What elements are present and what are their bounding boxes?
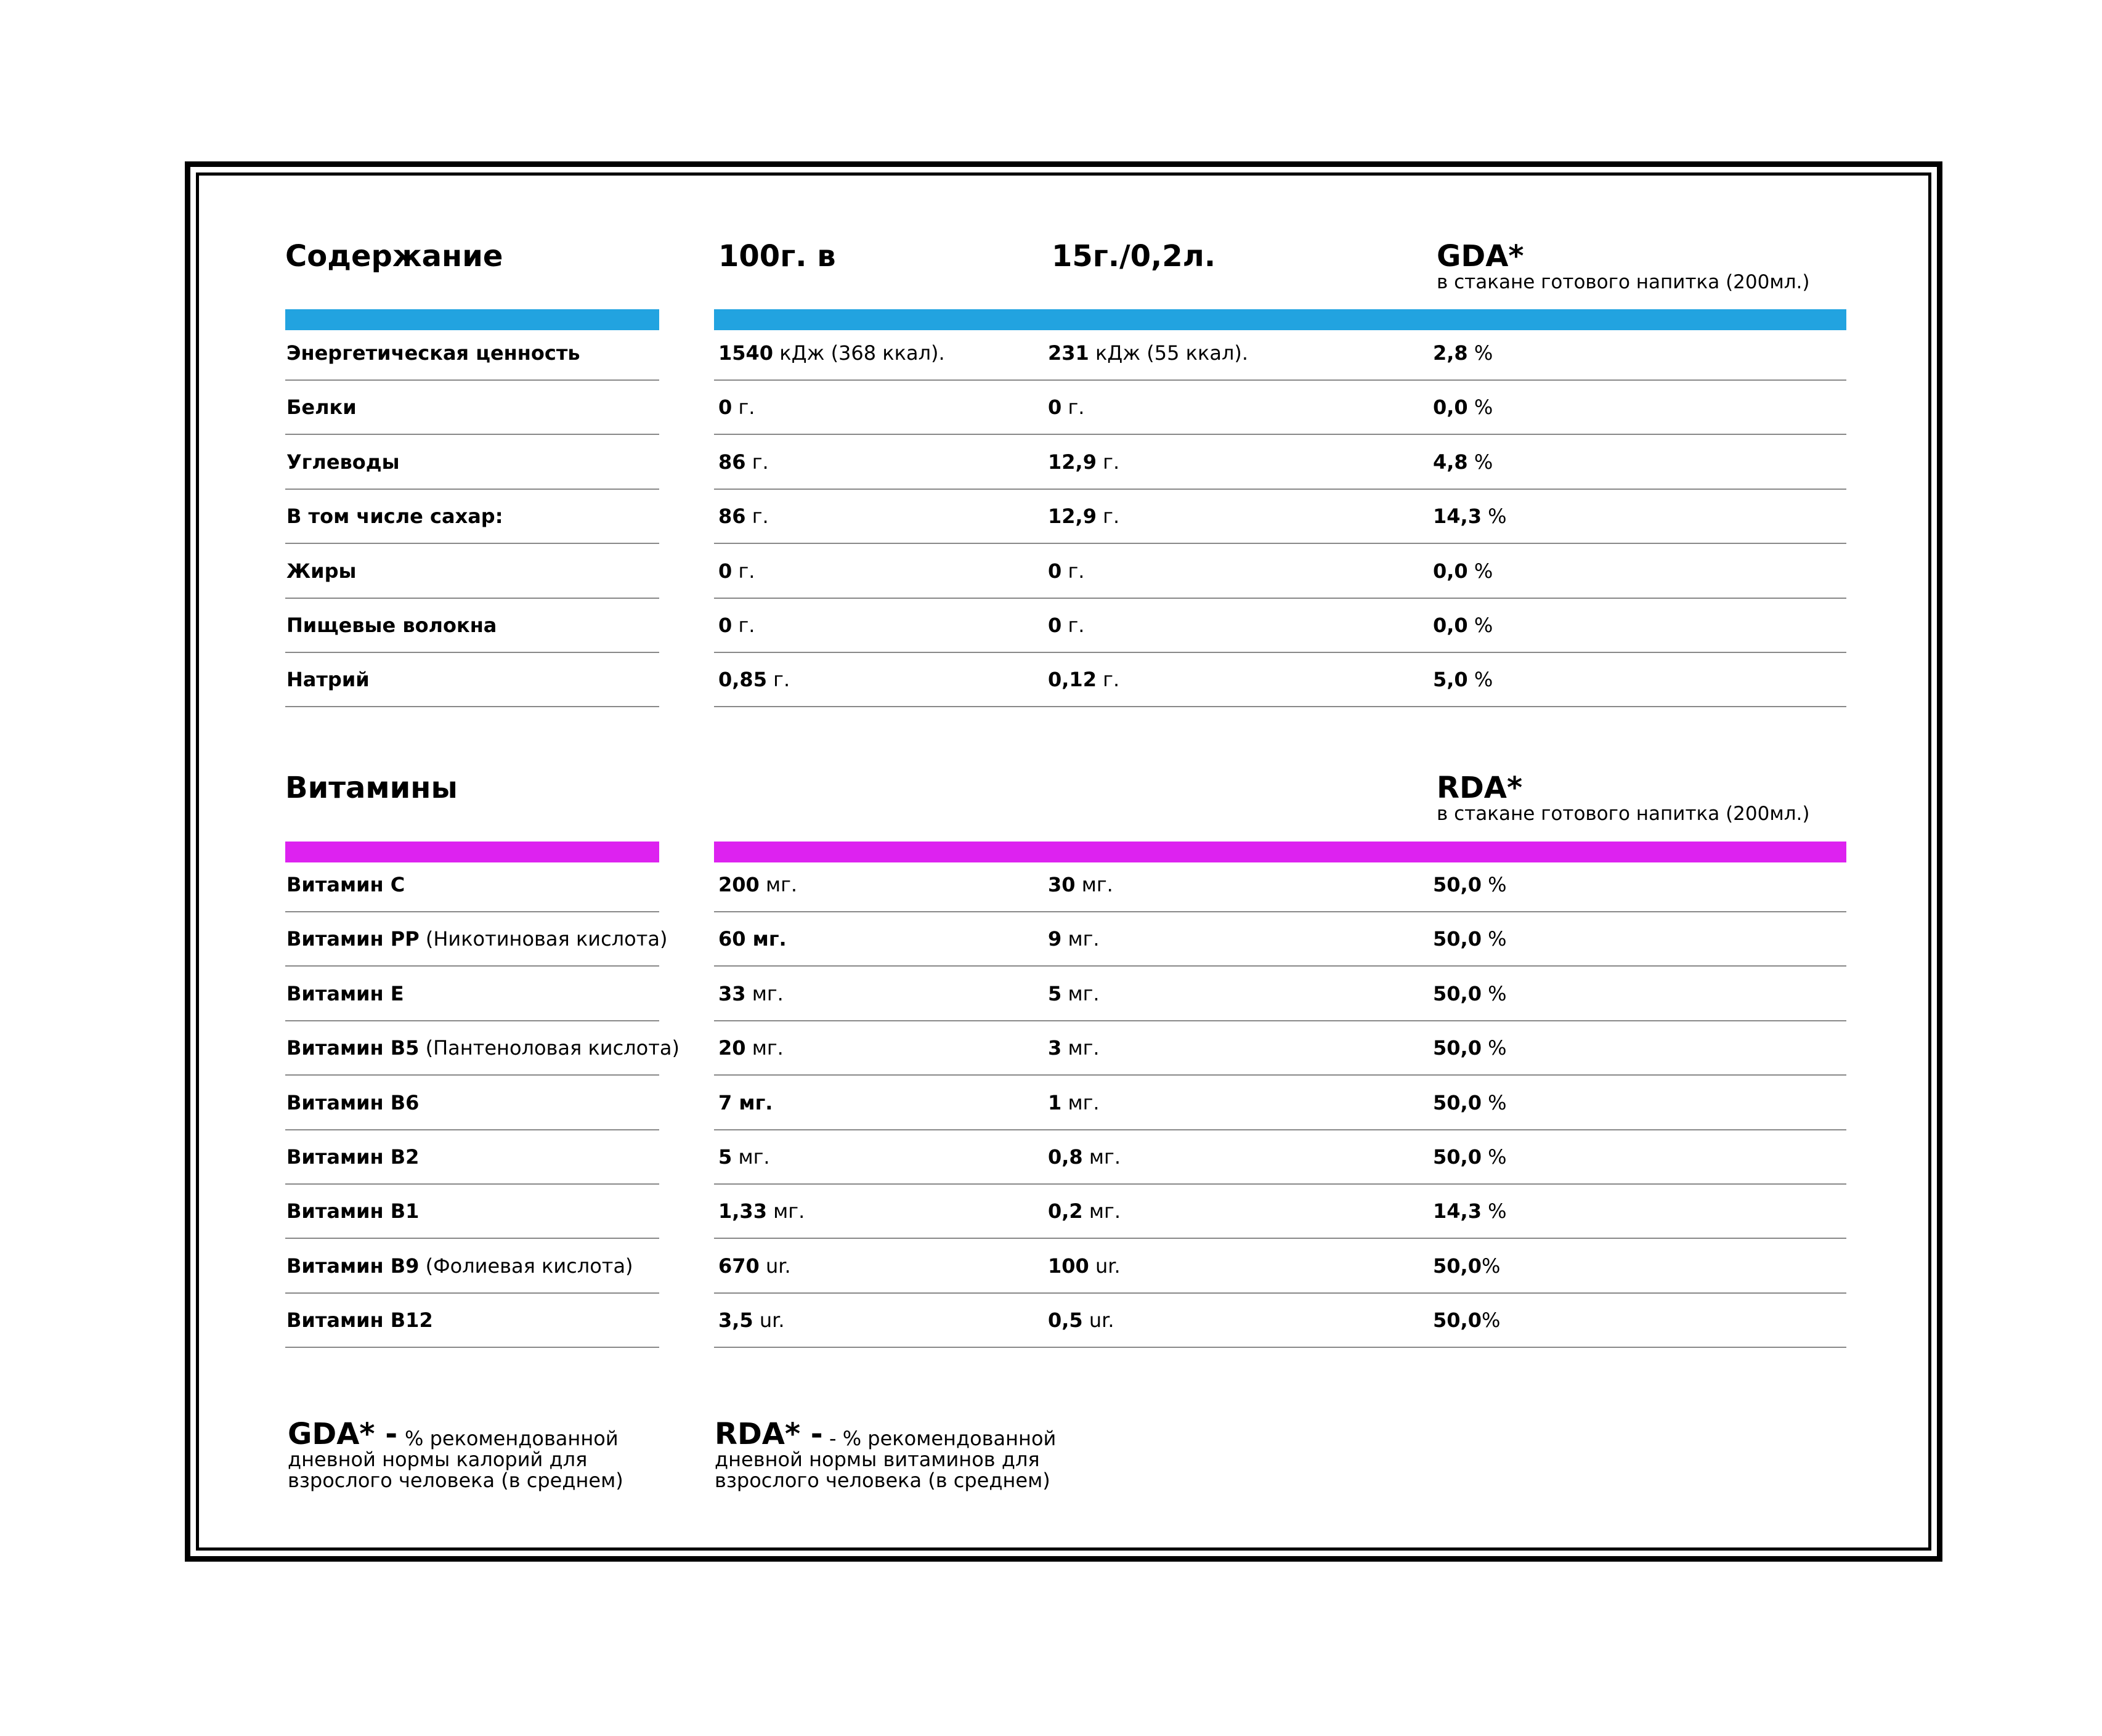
value-per-serving — [1048, 1256, 1121, 1276]
value-per-serving — [1048, 561, 1084, 581]
value-per-100g — [718, 981, 784, 1005]
value-per-100g-number: 3,5 — [718, 1308, 753, 1332]
col-gda-subheader: в стакане готового напитка (200мл.) — [1437, 271, 1810, 293]
value-per-100g — [718, 615, 755, 635]
rda-footnote-key: RDA* - — [715, 1417, 823, 1451]
value-per-100g — [718, 505, 769, 529]
value-per-serving-number: 3 — [1048, 1036, 1062, 1060]
rda-footnote-line2: дневной нормы витаминов для — [715, 1448, 1040, 1471]
value-per-serving — [1048, 1038, 1100, 1058]
row-name — [286, 981, 404, 1005]
value-per-serving-unit: мг. — [1061, 1090, 1100, 1114]
row-name-extra: (Пантеноловая кислота) — [419, 1036, 680, 1060]
row-divider — [714, 434, 1846, 435]
row-name-label: Витамин B9 — [286, 1254, 420, 1278]
row-name — [286, 1147, 419, 1167]
row-name — [286, 875, 405, 894]
row-divider — [714, 652, 1846, 653]
value-percent-unit: % — [1481, 1090, 1507, 1114]
value-per-100g-number: 5 — [718, 1145, 732, 1169]
value-percent — [1433, 1310, 1500, 1330]
value-per-100g-number: 60 мг. — [718, 927, 787, 951]
value-per-100g-unit: г. — [745, 450, 769, 474]
value-percent-number: 50,0 — [1433, 1145, 1482, 1169]
value-per-100g-unit: г. — [732, 395, 755, 420]
value-percent-unit: % — [1467, 614, 1493, 637]
value-percent — [1433, 981, 1507, 1005]
nutrition-title: Содержание — [285, 239, 503, 274]
row-divider — [714, 1347, 1846, 1348]
col-gda-header: GDA* — [1437, 239, 1524, 274]
value-per-100g-unit: мг. — [732, 1145, 770, 1169]
row-divider — [714, 543, 1846, 544]
value-per-100g-number: 1,33 — [718, 1199, 767, 1223]
value-per-serving-unit: г. — [1096, 450, 1120, 474]
value-percent — [1433, 875, 1507, 894]
row-divider — [714, 598, 1846, 599]
value-per-serving-unit: г. — [1096, 505, 1120, 529]
row-name — [286, 1310, 433, 1330]
vitamins-title: Витамины — [285, 771, 458, 805]
value-per-100g-number: 0 — [718, 559, 732, 583]
vitamins-bar-left — [285, 842, 659, 862]
value-percent-number: 50,0 — [1433, 1254, 1482, 1278]
value-per-100g — [718, 561, 755, 581]
row-divider — [285, 1238, 659, 1239]
row-name-label: Витамин C — [286, 873, 405, 896]
value-per-serving — [1048, 875, 1113, 894]
value-per-100g-unit: г. — [732, 559, 755, 583]
row-divider — [285, 379, 659, 381]
row-divider — [285, 1347, 659, 1348]
row-divider — [285, 706, 659, 707]
value-per-serving — [1048, 505, 1120, 529]
gda-footnote-line1: % рекомендованной — [405, 1427, 619, 1450]
value-per-serving-number: 0 — [1048, 614, 1062, 637]
nutrition-bar-right — [714, 309, 1846, 330]
row-name — [286, 1038, 680, 1058]
value-per-serving — [1048, 981, 1100, 1005]
value-per-serving-unit: г. — [1061, 614, 1085, 637]
row-name — [286, 1201, 419, 1221]
value-per-100g-number: 20 — [718, 1036, 746, 1060]
value-percent-number: 14,3 — [1433, 505, 1482, 529]
value-per-100g-unit: мг. — [759, 873, 798, 896]
value-percent — [1433, 561, 1493, 581]
row-name-label: Витамин B5 — [286, 1036, 420, 1060]
row-divider — [285, 1020, 659, 1021]
col-100g-header: 100г. в — [718, 239, 836, 274]
value-percent-unit: % — [1481, 1036, 1507, 1060]
row-name-label: Натрий — [286, 668, 370, 692]
row-divider — [285, 543, 659, 544]
row-divider — [714, 1074, 1846, 1076]
value-per-serving-unit: мг. — [1082, 1145, 1121, 1169]
value-per-100g — [718, 1201, 805, 1221]
value-per-serving-number: 100 — [1048, 1254, 1089, 1278]
row-divider — [714, 379, 1846, 381]
value-percent-number: 50,0 — [1433, 1036, 1482, 1060]
row-divider — [714, 1020, 1846, 1021]
row-name-label: Витамин B12 — [286, 1308, 433, 1332]
nutrition-bar-left — [285, 309, 659, 330]
value-per-serving-number: 0 — [1048, 395, 1062, 420]
value-percent — [1433, 615, 1493, 635]
value-percent — [1433, 668, 1493, 692]
value-per-serving-number: 0,2 — [1048, 1199, 1083, 1223]
value-percent-number: 0,0 — [1433, 614, 1468, 637]
value-per-serving-unit: г. — [1061, 395, 1085, 420]
row-name-label: Витамин B6 — [286, 1090, 420, 1114]
row-name — [286, 505, 503, 529]
row-divider — [285, 434, 659, 435]
row-name-label: Пищевые волокна — [286, 614, 497, 637]
value-percent-number: 50,0 — [1433, 873, 1482, 896]
value-percent — [1433, 452, 1493, 472]
value-percent-unit: % — [1481, 1254, 1501, 1278]
value-per-100g-number: 86 — [718, 505, 746, 529]
value-per-100g — [718, 452, 769, 472]
row-divider — [285, 652, 659, 653]
row-divider — [714, 911, 1846, 912]
row-name-label: В том числе сахар: — [286, 505, 503, 529]
value-percent-unit: % — [1481, 927, 1507, 951]
row-divider — [714, 1238, 1846, 1239]
row-name-label: Жиры — [286, 559, 357, 583]
row-divider — [285, 911, 659, 912]
value-per-100g-unit: мг. — [745, 1036, 784, 1060]
value-per-serving-unit: мг. — [1061, 1036, 1100, 1060]
row-divider — [285, 1292, 659, 1294]
value-per-100g-unit: ur. — [759, 1254, 791, 1278]
value-per-serving-number: 1 — [1048, 1090, 1062, 1114]
value-percent-number: 50,0 — [1433, 927, 1482, 951]
gda-footnote-line3: взрослого человека (в среднем) — [288, 1469, 623, 1492]
row-name-extra: (Никотиновая кислота) — [419, 927, 668, 951]
value-percent-number: 50,0 — [1433, 1308, 1482, 1332]
row-name-label: Витамин B2 — [286, 1145, 420, 1169]
value-percent — [1433, 1038, 1507, 1058]
value-per-100g-number: 0 — [718, 614, 732, 637]
gda-footnote-key: GDA* - — [288, 1417, 398, 1451]
value-per-100g-number: 0 — [718, 395, 732, 420]
value-percent-unit: % — [1481, 1308, 1501, 1332]
row-divider — [285, 965, 659, 967]
value-per-100g-unit: кДж (368 ккал). — [773, 341, 945, 365]
row-divider — [714, 1292, 1846, 1294]
value-percent-unit: % — [1481, 1145, 1507, 1169]
row-name-label: Витамин E — [286, 981, 404, 1005]
value-per-serving-number: 231 — [1048, 341, 1089, 365]
value-per-100g — [718, 1147, 770, 1167]
row-divider — [285, 1183, 659, 1185]
row-divider — [714, 1129, 1846, 1130]
value-percent — [1433, 395, 1493, 420]
row-name-label: Углеводы — [286, 450, 400, 474]
value-per-serving — [1048, 668, 1120, 692]
value-per-100g-number: 86 — [718, 450, 746, 474]
rda-footnote-line1: - % рекомендованной — [829, 1427, 1057, 1450]
col-rda-header: RDA* — [1437, 771, 1523, 805]
value-per-serving-number: 5 — [1048, 981, 1062, 1005]
value-percent-number: 50,0 — [1433, 1090, 1482, 1114]
value-per-100g — [718, 395, 755, 420]
row-name — [286, 395, 357, 420]
value-per-100g — [718, 875, 797, 894]
col-serving-header: 15г./0,2л. — [1052, 239, 1216, 274]
value-per-100g-unit: мг. — [745, 981, 784, 1005]
row-divider — [285, 1129, 659, 1130]
row-name-label: Витамин B1 — [286, 1199, 420, 1223]
col-rda-subheader: в стакане готового напитка (200мл.) — [1437, 803, 1810, 825]
value-per-100g-unit: г. — [745, 505, 769, 529]
value-percent — [1433, 505, 1507, 529]
value-percent-unit: % — [1481, 981, 1507, 1005]
value-percent — [1433, 1147, 1507, 1167]
rda-footnote-line3: взрослого человека (в среднем) — [715, 1469, 1050, 1492]
value-percent — [1433, 1201, 1507, 1221]
row-divider — [285, 598, 659, 599]
value-per-100g-unit: г. — [732, 614, 755, 637]
value-per-serving-number: 12,9 — [1048, 505, 1097, 529]
value-percent — [1433, 1256, 1500, 1276]
value-per-100g-number: 200 — [718, 873, 760, 896]
value-per-serving — [1048, 395, 1085, 420]
row-divider — [714, 706, 1846, 707]
value-percent-number: 2,8 — [1433, 341, 1468, 365]
row-divider — [285, 489, 659, 490]
value-per-100g — [718, 668, 790, 692]
value-per-serving-unit: кДж (55 ккал). — [1089, 341, 1249, 365]
value-per-100g-number: 0,85 — [718, 668, 767, 692]
value-per-100g-number: 7 мг. — [718, 1090, 773, 1114]
value-per-serving-number: 0,8 — [1048, 1145, 1083, 1169]
value-per-100g — [718, 1038, 784, 1058]
value-per-100g-number: 670 — [718, 1254, 760, 1278]
value-per-100g — [718, 343, 945, 363]
row-name — [286, 1090, 420, 1114]
value-per-serving-number: 30 — [1048, 873, 1076, 896]
value-per-100g — [718, 1090, 773, 1114]
value-percent — [1433, 1090, 1507, 1114]
value-per-serving-unit: ur. — [1082, 1308, 1114, 1332]
value-per-serving — [1048, 615, 1084, 635]
vitamins-bar-right — [714, 842, 1846, 862]
value-per-serving-unit: мг. — [1061, 981, 1100, 1005]
row-divider — [285, 1074, 659, 1076]
value-per-serving — [1048, 929, 1100, 949]
row-name — [286, 561, 356, 581]
row-name — [286, 452, 400, 472]
row-divider — [714, 489, 1846, 490]
value-per-serving-number: 0,5 — [1048, 1308, 1083, 1332]
row-name-extra: (Фолиевая кислота) — [419, 1254, 633, 1278]
value-percent-unit: % — [1467, 395, 1493, 420]
value-percent-number: 0,0 — [1433, 395, 1468, 420]
value-per-serving-unit: г. — [1061, 559, 1085, 583]
row-name — [286, 668, 370, 692]
value-percent-unit: % — [1481, 873, 1507, 896]
value-per-serving — [1048, 1310, 1114, 1330]
value-per-serving-number: 0,12 — [1048, 668, 1097, 692]
value-percent-unit: % — [1481, 1199, 1507, 1223]
value-percent-unit: % — [1467, 668, 1493, 692]
value-percent-unit: % — [1481, 505, 1507, 529]
row-divider — [714, 965, 1846, 967]
value-percent-number: 5,0 — [1433, 668, 1468, 692]
value-per-serving-unit: г. — [1096, 668, 1120, 692]
value-percent-number: 50,0 — [1433, 981, 1482, 1005]
value-percent-number: 0,0 — [1433, 559, 1468, 583]
row-name-label: Белки — [286, 395, 357, 420]
row-name-label: Витамин PP — [286, 927, 420, 951]
value-per-serving-number: 0 — [1048, 559, 1062, 583]
value-per-100g-number: 33 — [718, 981, 746, 1005]
value-percent-unit: % — [1467, 450, 1493, 474]
value-per-100g — [718, 929, 787, 949]
value-percent-number: 14,3 — [1433, 1199, 1482, 1223]
row-name — [286, 615, 497, 635]
value-per-100g-unit: мг. — [766, 1199, 805, 1223]
value-per-serving-number: 9 — [1048, 927, 1062, 951]
value-per-serving-number: 12,9 — [1048, 450, 1097, 474]
row-name — [286, 1256, 633, 1276]
value-per-serving-unit: мг. — [1061, 927, 1100, 951]
value-per-100g — [718, 1310, 785, 1330]
value-per-serving — [1048, 1147, 1121, 1167]
value-percent-number: 4,8 — [1433, 450, 1468, 474]
value-per-serving-unit: мг. — [1082, 1199, 1121, 1223]
value-per-serving — [1048, 343, 1248, 363]
value-per-serving — [1048, 1090, 1100, 1114]
value-per-serving-unit: ur. — [1089, 1254, 1121, 1278]
value-percent — [1433, 929, 1507, 949]
value-per-100g — [718, 1256, 791, 1276]
value-per-100g-unit: г. — [766, 668, 790, 692]
row-divider — [714, 1183, 1846, 1185]
row-name — [286, 929, 667, 949]
row-name — [286, 343, 580, 363]
value-per-serving — [1048, 1201, 1121, 1221]
value-percent-unit: % — [1467, 559, 1493, 583]
value-percent-unit: % — [1467, 341, 1493, 365]
gda-footnote-line2: дневной нормы калорий для — [288, 1448, 588, 1471]
value-per-serving-unit: мг. — [1075, 873, 1113, 896]
value-per-100g-unit: ur. — [753, 1308, 785, 1332]
value-per-serving — [1048, 452, 1119, 472]
row-name-label: Энергетическая ценность — [286, 341, 580, 365]
value-percent — [1433, 343, 1493, 363]
value-per-100g-number: 1540 — [718, 341, 774, 365]
